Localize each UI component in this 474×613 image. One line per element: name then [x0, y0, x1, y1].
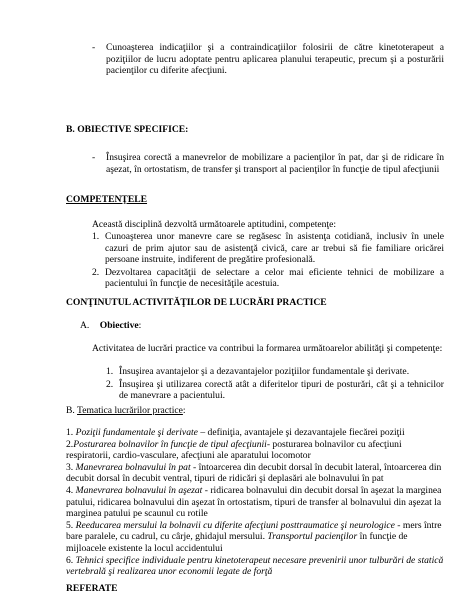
item-text: Cunoaşterea unor manevre care se regăsesc în asistenţa cotidiană, inclusiv în unele cazuri de prim ajutor sau de asistenţă civică, care ar trebui să fie familiare oricărei persoane instruite, indiferent de pregătire profesională.: [105, 231, 444, 266]
subsection-letter: B.: [66, 405, 78, 416]
section-heading-continutul: CONŢINUTUL ACTIVITĂŢILOR DE LUCRĂRI PRACTICE: [66, 297, 327, 308]
item-text: Însuşirea şi utilizarea corectă atât a diferitelor tipuri de posturări, cât şi a tehnicilor de manevrare a pacientului.: [119, 378, 444, 402]
dash-marker: -: [92, 42, 96, 53]
subsection-title: Tematica lucrărilor practice:: [77, 405, 186, 416]
subsection-b-heading: [66, 405, 186, 417]
tematica-item: 4. Manevrarea bolnavului în aşezat - ridicarea bolnavului din decubit dorsal în aşezat la marginea patului, ridicarea bolnavului din aşezat în ortostatism, tipuri de transfer al bolnavului din aşezat la marginea patului pe scaunul cu rotile: [66, 484, 442, 520]
section-heading-competente: COMPETENŢELE: [66, 194, 148, 205]
bullet-text: Cunoaşterea indicaţiilor şi a contraindicaţiilor folosirii de către kinetoterapeut a poziţiilor de lucru adoptate pentru aplicarea planului terapeutic, precum şi a posturării pacienţilor cu diferite afecţiuni.: [106, 42, 444, 77]
obiective-item: [106, 366, 444, 378]
competente-list: [92, 231, 444, 290]
competente-item: [92, 267, 444, 290]
bullet-item-top: [92, 42, 444, 77]
tematica-item: 5. Reeducarea mersului la bolnavii cu diferite afecţiuni posttraumatice şi neurologice - mers între bare paralele, cu cadrul, cu cârje, ghidajul mersului. Transportul pacienţilor în funcţie de mijloacele existente la locul accidentului: [66, 519, 442, 554]
item-number: 1.: [92, 231, 100, 242]
item-text: Dezvoltarea capacităţii de selectare a celor mai eficiente tehnici de mobilizare a pacientului în funcţie de necesităţile acestuia.: [105, 266, 444, 290]
obiective-paragraph: Activitatea de lucrări practice va contribui la formarea următoarelor abilităţi şi competenţe:: [92, 343, 443, 354]
tematica-item: 2.Posturarea bolnavilor în funcţie de tipul afecţiunii- posturarea bolnavilor cu afecţiuni respiratorii, cardio-vasculare, afecţiuni ale aparatului locomotor: [66, 438, 402, 462]
item-number: 2.: [92, 266, 100, 278]
item-number: 1.: [106, 366, 114, 377]
obiective-list: [106, 366, 444, 402]
subsection-a-heading: [80, 320, 141, 332]
dash-marker: -: [92, 152, 96, 163]
competente-intro: Această disciplină dezvoltă următoarele aptitudini, competenţe:: [92, 219, 337, 230]
item-text: Însuşirea avantajelor şi a dezavantajelor poziţiilor fundamentale şi derivate.: [119, 366, 410, 377]
section-heading-referate: REFERATE: [66, 583, 118, 594]
subsection-letter: A.: [80, 320, 90, 331]
bullet-text: Însuşirea corectă a manevrelor de mobilizare a pacienţilor în pat, dar şi de ridicare în aşezat, în ortostatism, de transfer şi transport al pacienţilor în funcţie de tipul afecţiunii: [106, 152, 444, 175]
item-number: 2.: [106, 378, 114, 390]
section-heading-obiective-specifice: B. OBIECTIVE SPECIFICE:: [66, 124, 189, 135]
tematica-list: [66, 427, 448, 578]
tematica-item: 3. Manevrarea bolnavului în pat - întoarcerea din decubit dorsal în decubit lateral, întoarcerea din decubit dorsal în decubit ventral, tipuri de ridicări şi deplasări ale bolnavului în pat: [66, 461, 442, 485]
obiective-item: [106, 379, 444, 402]
competente-item: [92, 231, 444, 266]
tematica-item: 1. Poziţii fundamentale şi derivate – definiţia, avantajele şi dezavantajele fiecărei poziţii: [66, 427, 405, 438]
tematica-item: 6. Tehnici specifice individuale pentru kinetoterapeut necesare prevenirii unor tulburări de statică vertebrală şi realizarea unor economii legate de forţă: [66, 554, 444, 578]
subsection-title: Obiective:: [99, 320, 142, 331]
bullet-item-obiective: [92, 152, 444, 175]
